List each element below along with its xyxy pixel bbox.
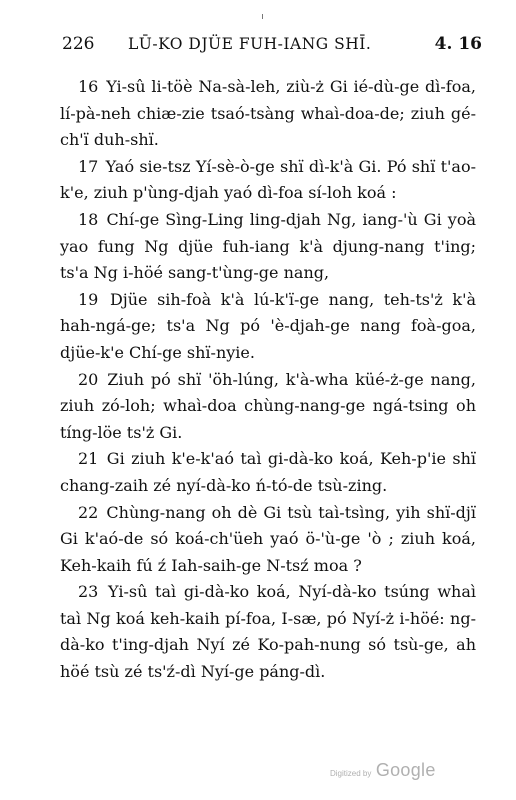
verse-16 bbox=[60, 74, 476, 154]
running-title: LŪ-KO DJÜE FUH-IANG SHĪ. bbox=[128, 35, 372, 53]
chapter-verse-reference: 4. 16 bbox=[434, 34, 482, 54]
verse-22 bbox=[60, 500, 476, 580]
page-number: 226 bbox=[62, 34, 95, 54]
watermark-prefix: Digitized by bbox=[330, 769, 372, 778]
scripture-text bbox=[60, 74, 476, 686]
verse-number: 19 bbox=[78, 289, 99, 309]
verse-17 bbox=[60, 154, 476, 207]
verse-text: Chùng-nang oh dè Gi tsù taì-tsìng, yih shï-djï Gi k'aó-de só koá-ch'üeh yaó ö-'ù-ge 'ò ; ziuh koá, Keh-kaih fú ź Iah-saih-ge N-tsź moa ? bbox=[60, 502, 476, 575]
verse-text: Yi-sû taì gi-dà-ko koá, Nyí-dà-ko tsúng whaì taì Ng koá keh-kaih pí-foa, I-sæ, pó Nyí-ż i-höé: ng-dà-ko t'ing-djah Nyí zé Ko-pah-nung só tsù-ge, ah höé tsù zé ts'ź-dì Nyí-ge páng-dì. bbox=[60, 582, 476, 682]
verse-text: Djüe sih-foà k'à lú-k'ï-ge nang, teh-ts'ż k'à hah-ngá-ge; ts'a Ng pó 'è-djah-ge nang foà-goa, djüe-k'e Chí-ge shï-nyie. bbox=[60, 289, 477, 362]
verse-number: 23 bbox=[78, 582, 99, 602]
verse-text: Gi ziuh k'e-k'aó taì gi-dà-ko koá, Keh-p'ie shï chang-zaih zé nyí-dà-ko ń-tó-de tsù-zing. bbox=[60, 449, 476, 495]
verse-18 bbox=[60, 207, 476, 287]
page-header bbox=[62, 34, 482, 58]
digitized-watermark bbox=[330, 760, 436, 781]
verse-text: Ziuh pó shï 'öh-lúng, k'à-wha küé-ż-ge nang, ziuh zó-loh; whaì-doa chùng-nang-ge ngá-tsing oh tíng-löe ts'ż Gi. bbox=[60, 369, 476, 442]
verse-number: 20 bbox=[78, 369, 99, 389]
verse-23 bbox=[60, 579, 476, 685]
print-mark bbox=[262, 14, 263, 19]
verse-number: 16 bbox=[78, 77, 99, 96]
verse-text: Yaó sie-tsz Yí-sè-ò-ge shï dì-k'à Gi. Pó shï t'ao-k'e, ziuh p'ùng-djah yaó dì-foa sí-loh koá : bbox=[60, 156, 476, 203]
verse-20 bbox=[60, 367, 476, 447]
verse-number: 21 bbox=[78, 449, 99, 469]
verse-19 bbox=[60, 287, 476, 367]
verse-number: 17 bbox=[78, 156, 99, 176]
verse-text: Yi-sû li-töè Na-sà-leh, ziù-ż Gi ié-dù-ge dì-foa, lí-pà-neh chiæ-zie tsaó-tsàng whaì-doa-de; ziuh gé-ch'ï duh-shï. bbox=[60, 77, 476, 150]
verse-number: 18 bbox=[78, 209, 99, 229]
watermark-brand: Google bbox=[375, 760, 436, 780]
verse-number: 22 bbox=[78, 502, 99, 522]
verse-text: Chí-ge Sìng-Ling ling-djah Ng, iang-'ù Gi yoà yao fung Ng djüe fuh-iang k'à djung-nang t'ing; ts'a Ng i-höé sang-t'ùng-ge nang, bbox=[60, 209, 476, 283]
verse-21 bbox=[60, 446, 476, 499]
